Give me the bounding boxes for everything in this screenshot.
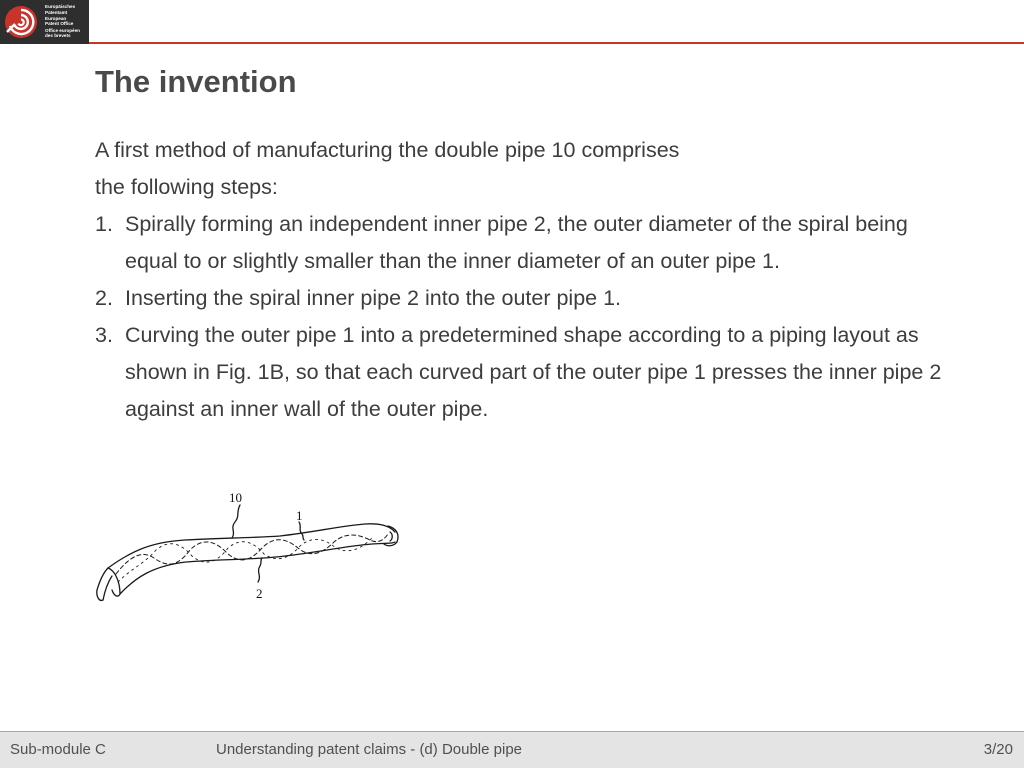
step-text: Spirally forming an independent inner pipe 2, the outer diameter of the spiral being equal to or slightly smaller than the inner diameter of an outer pipe 1. xyxy=(125,212,908,273)
footer-bar xyxy=(0,731,1024,768)
logo-line: Europäisches xyxy=(45,4,76,10)
step-item xyxy=(95,317,945,428)
epo-logo xyxy=(0,0,89,44)
slide-title: The invention xyxy=(95,64,297,99)
steps-list xyxy=(95,206,945,428)
slide-body xyxy=(95,132,945,428)
logo-line: Patentamt xyxy=(45,9,68,15)
epo-emblem-icon xyxy=(3,4,39,40)
header-divider xyxy=(89,42,1024,44)
step-text: Curving the outer pipe 1 into a predetermined shape according to a piping layout as shown in Fig. 1B, so that each curved part of the outer pipe 1 presses the inner pipe 2 against an inner wall of the outer pipe. xyxy=(125,323,942,421)
figure-label-inner-pipe: 2 xyxy=(256,586,263,601)
double-pipe-drawing xyxy=(90,486,420,611)
step-text: Inserting the spiral inner pipe 2 into the outer pipe 1. xyxy=(125,286,622,310)
step-number: 1. xyxy=(95,212,113,236)
figure-label-outer-pipe: 1 xyxy=(296,508,303,523)
double-pipe-figure xyxy=(90,486,420,611)
footer-course-title: Understanding patent claims - (d) Double pipe xyxy=(216,741,522,758)
logo-line: Patent Office xyxy=(45,21,74,27)
logo-line: European xyxy=(45,16,67,22)
intro-line: A first method of manufacturing the double pipe 10 comprises xyxy=(95,138,680,162)
footer-module: Sub-module C xyxy=(10,741,106,758)
step-number: 3. xyxy=(95,323,113,347)
logo-block-de xyxy=(45,4,80,14)
logo-line: des brevets xyxy=(45,33,71,39)
logo-block-fr xyxy=(45,28,80,38)
step-number: 2. xyxy=(95,286,113,310)
intro-line: the following steps: xyxy=(95,175,278,199)
figure-label-double-pipe: 10 xyxy=(229,490,242,505)
pipe-right-end-inner xyxy=(390,532,392,541)
leader-line-10 xyxy=(232,505,240,538)
step-item xyxy=(95,206,945,280)
logo-line: Office européen xyxy=(45,27,80,33)
inner-pipe-protrusion-lower xyxy=(103,576,112,600)
leader-line-1 xyxy=(299,522,304,540)
inner-pipe-tip xyxy=(97,590,103,600)
leader-line-2 xyxy=(258,558,262,582)
page-number: 3/20 xyxy=(983,741,1013,758)
step-item xyxy=(95,280,945,317)
logo-wordmark xyxy=(45,4,80,39)
logo-block-en xyxy=(45,16,80,26)
